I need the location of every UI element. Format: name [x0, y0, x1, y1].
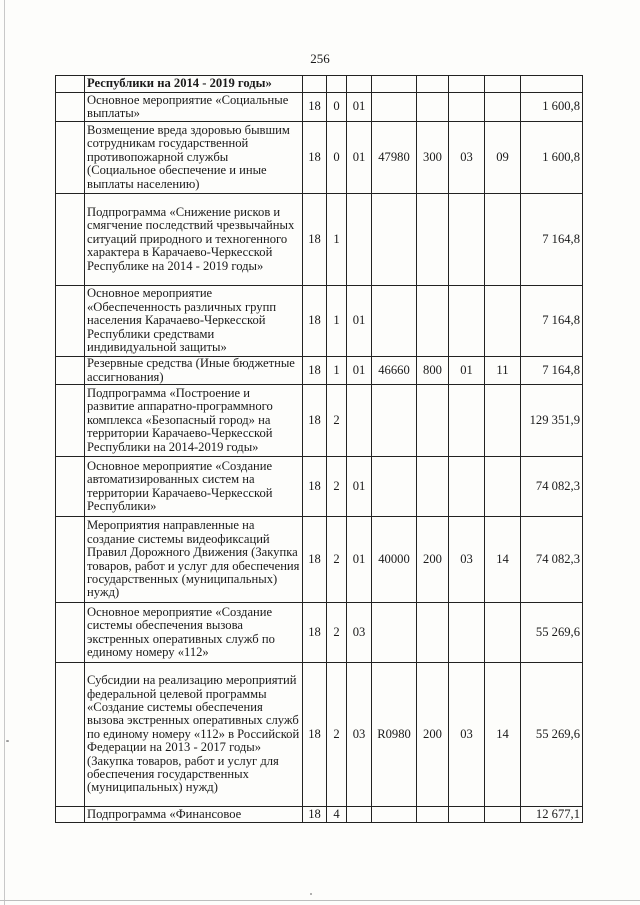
cell-section: 03	[449, 517, 485, 603]
cell-target-item	[372, 286, 417, 357]
cell-target-item	[372, 807, 417, 823]
page-bottom-edge	[0, 900, 640, 901]
cell-amount: 74 082,3	[521, 457, 583, 517]
cell-name: Основное мероприятие «Социальные выплаты»	[85, 93, 303, 122]
cell-code-3	[347, 194, 372, 286]
cell-name: Республики на 2014 - 2019 годы»	[85, 76, 303, 93]
cell-target-item	[372, 194, 417, 286]
cell-target-item: 46660	[372, 357, 417, 385]
cell-code-2	[327, 76, 347, 93]
cell-code-1: 18	[303, 93, 327, 122]
cell-code-1: 18	[303, 603, 327, 663]
cell-blank	[56, 663, 85, 807]
cell-code-3	[347, 76, 372, 93]
cell-name: Основное мероприятие «Создание автоматизированных систем на территории Карачаево-Черкесской Республики»	[85, 457, 303, 517]
cell-blank	[56, 93, 85, 122]
table-row	[56, 194, 583, 286]
cell-subsection	[485, 194, 521, 286]
cell-code-2: 2	[327, 663, 347, 807]
cell-code-2: 1	[327, 286, 347, 357]
cell-code-1: 18	[303, 385, 327, 457]
cell-amount: 1 600,8	[521, 93, 583, 122]
cell-name: Возмещение вреда здоровью бывшим сотрудникам государственной противопожарной службы (Социальное обеспечение и иные выплаты населению)	[85, 122, 303, 194]
cell-code-3: 01	[347, 517, 372, 603]
cell-code-1: 18	[303, 194, 327, 286]
table-row	[56, 457, 583, 517]
cell-blank	[56, 286, 85, 357]
cell-code-3: 01	[347, 457, 372, 517]
cell-code-2: 2	[327, 457, 347, 517]
scan-speck	[6, 740, 9, 742]
cell-code-1: 18	[303, 357, 327, 385]
cell-name: Подпрограмма «Финансовое	[85, 807, 303, 823]
cell-section: 01	[449, 357, 485, 385]
cell-target-item	[372, 93, 417, 122]
cell-amount: 7 164,8	[521, 357, 583, 385]
cell-amount: 1 600,8	[521, 122, 583, 194]
cell-amount: 74 082,3	[521, 517, 583, 603]
cell-code-2: 2	[327, 517, 347, 603]
cell-expense-type: 300	[417, 122, 449, 194]
table-row	[56, 76, 583, 93]
cell-section	[449, 76, 485, 93]
cell-section	[449, 93, 485, 122]
cell-target-item: 47980	[372, 122, 417, 194]
cell-blank	[56, 385, 85, 457]
cell-subsection	[485, 93, 521, 122]
cell-expense-type: 800	[417, 357, 449, 385]
cell-expense-type	[417, 807, 449, 823]
cell-code-2: 4	[327, 807, 347, 823]
cell-target-item	[372, 457, 417, 517]
cell-subsection	[485, 286, 521, 357]
cell-blank	[56, 194, 85, 286]
cell-subsection	[485, 603, 521, 663]
cell-code-2: 2	[327, 385, 347, 457]
cell-name: Основное мероприятие «Обеспеченность различных групп населения Карачаево-Черкесской Республики средствами индивидуальной защиты»	[85, 286, 303, 357]
cell-code-2: 0	[327, 122, 347, 194]
cell-code-3	[347, 385, 372, 457]
cell-section	[449, 807, 485, 823]
cell-code-3	[347, 807, 372, 823]
cell-code-3: 01	[347, 122, 372, 194]
cell-name: Подпрограмма «Снижение рисков и смягчение последствий чрезвычайных ситуаций природного и техногенного характера в Карачаево-Черкесской Республике на 2014 - 2019 годы»	[85, 194, 303, 286]
cell-code-2: 1	[327, 357, 347, 385]
table-row	[56, 603, 583, 663]
table-row	[56, 385, 583, 457]
cell-code-3: 01	[347, 357, 372, 385]
table-row	[56, 357, 583, 385]
cell-target-item: R0980	[372, 663, 417, 807]
cell-blank	[56, 76, 85, 93]
cell-expense-type	[417, 194, 449, 286]
cell-code-1: 18	[303, 457, 327, 517]
cell-blank	[56, 603, 85, 663]
cell-amount: 55 269,6	[521, 603, 583, 663]
cell-blank	[56, 807, 85, 823]
cell-name: Мероприятия направленные на создание системы видеофиксаций Правил Дорожного Движения (Закупка товаров, работ и услуг для обеспечения государственных (муниципальных) нужд)	[85, 517, 303, 603]
cell-expense-type	[417, 286, 449, 357]
cell-expense-type: 200	[417, 517, 449, 603]
cell-code-1: 18	[303, 807, 327, 823]
cell-code-3: 03	[347, 663, 372, 807]
cell-subsection	[485, 457, 521, 517]
cell-code-2: 0	[327, 93, 347, 122]
cell-expense-type	[417, 76, 449, 93]
cell-subsection: 09	[485, 122, 521, 194]
budget-table-body	[56, 76, 583, 823]
cell-code-3: 01	[347, 286, 372, 357]
cell-amount: 12 677,1	[521, 807, 583, 823]
cell-target-item	[372, 76, 417, 93]
cell-code-2: 1	[327, 194, 347, 286]
table-row	[56, 517, 583, 603]
page-number: 256	[310, 51, 330, 66]
cell-code-1: 18	[303, 517, 327, 603]
cell-expense-type	[417, 457, 449, 517]
table-row	[56, 286, 583, 357]
cell-code-3: 01	[347, 93, 372, 122]
cell-subsection: 14	[485, 663, 521, 807]
table-row	[56, 807, 583, 823]
cell-subsection: 14	[485, 517, 521, 603]
table-row	[56, 122, 583, 194]
cell-amount: 55 269,6	[521, 663, 583, 807]
cell-section	[449, 286, 485, 357]
cell-section	[449, 194, 485, 286]
cell-subsection: 11	[485, 357, 521, 385]
cell-amount: 7 164,8	[521, 194, 583, 286]
cell-code-3: 03	[347, 603, 372, 663]
cell-name: Субсидии на реализацию мероприятий федеральной целевой программы «Создание системы обеспечения вызова экстренных оперативных служб по единому номеру «112» в Российской Федерации на 2013 - 2017 годы» (Закупка товаров, работ и услуг для обеспечения государственных (муниципальных) нужд)	[85, 663, 303, 807]
cell-section	[449, 603, 485, 663]
cell-code-1: 18	[303, 663, 327, 807]
page-spine-edge	[4, 0, 5, 905]
cell-section: 03	[449, 122, 485, 194]
cell-name: Резервные средства (Иные бюджетные ассигнования)	[85, 357, 303, 385]
cell-section	[449, 385, 485, 457]
cell-target-item	[372, 603, 417, 663]
cell-amount: 7 164,8	[521, 286, 583, 357]
cell-expense-type	[417, 93, 449, 122]
cell-code-1: 18	[303, 286, 327, 357]
cell-blank	[56, 517, 85, 603]
cell-code-2: 2	[327, 603, 347, 663]
cell-subsection	[485, 76, 521, 93]
budget-table	[55, 75, 583, 823]
cell-expense-type	[417, 385, 449, 457]
cell-target-item	[372, 385, 417, 457]
table-row	[56, 93, 583, 122]
cell-section: 03	[449, 663, 485, 807]
cell-target-item: 40000	[372, 517, 417, 603]
cell-expense-type: 200	[417, 663, 449, 807]
cell-blank	[56, 357, 85, 385]
cell-name: Основное мероприятие «Создание системы обеспечения вызова экстренных оперативных служб по единому номеру «112»	[85, 603, 303, 663]
table-row	[56, 663, 583, 807]
cell-amount: 129 351,9	[521, 385, 583, 457]
cell-blank	[56, 457, 85, 517]
cell-blank	[56, 122, 85, 194]
cell-code-1: 18	[303, 122, 327, 194]
scan-speck	[310, 893, 312, 895]
cell-amount	[521, 76, 583, 93]
cell-subsection	[485, 385, 521, 457]
cell-expense-type	[417, 603, 449, 663]
cell-code-1	[303, 76, 327, 93]
cell-subsection	[485, 807, 521, 823]
cell-section	[449, 457, 485, 517]
cell-name: Подпрограмма «Построение и развитие аппаратно-программного комплекса «Безопасный город» на территории Карачаево-Черкесской Республики на 2014-2019 годы»	[85, 385, 303, 457]
